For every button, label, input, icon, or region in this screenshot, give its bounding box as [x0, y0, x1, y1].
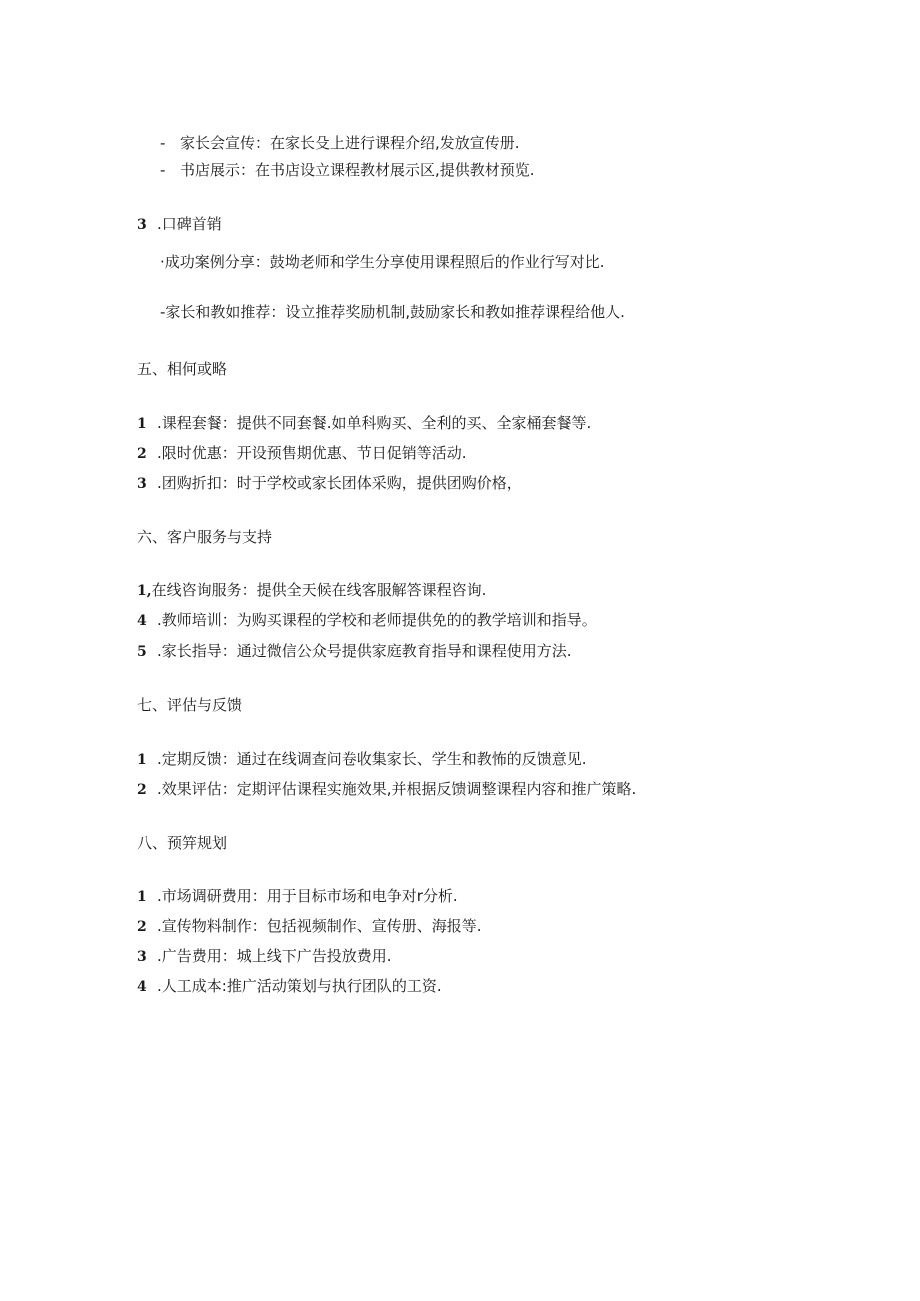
list-item-text: -家长和教如推荐：设立推荐奖励机制,鼓励家长和教如推荐课程给他人. — [160, 303, 625, 321]
list-number: 3 — [137, 949, 147, 965]
list-item-text: .人工成本:推广活动策划与执行团队的工资. — [157, 977, 442, 995]
list-number: 2 — [137, 919, 147, 935]
list-item-text: .广告费用：城上线下广告投放费用. — [157, 947, 392, 965]
list-item — [137, 580, 486, 600]
list-item-text: .团购折扣：时于学校或家长团体采购，提供团购价格， — [157, 474, 522, 492]
list-item — [137, 473, 522, 493]
list-item-text: .定期反馈：通过在线调查问卷收集家长、学生和教怖的反馈意见. — [157, 750, 587, 768]
list-item — [137, 749, 587, 769]
section-heading: 八、预笄规划 — [137, 834, 228, 852]
list-item-text: .效果评估：定期评估课程实施效果,并根据反馈调整课程内容和推广策略. — [157, 780, 637, 798]
list-item-text: .限时优惠：开设预售期优惠、节日促销等活动. — [157, 444, 467, 462]
list-item-text: 在线咨询服务：提供全天候在线客服解答课程咨询. — [151, 581, 487, 599]
list-number: 1 — [137, 752, 147, 768]
list-item — [137, 413, 591, 433]
list-item — [137, 779, 636, 799]
list-item-text: ·成功案例分享：鼓坳老师和学生分享使用课程照后的作业行写对比. — [160, 253, 605, 271]
list-marker: - — [160, 161, 166, 179]
list-item — [160, 252, 605, 272]
list-item — [137, 886, 458, 906]
list-item — [137, 443, 467, 463]
list-item-text: .课程套餐：提供不同套餐.如单科购买、全利的买、全家桶套餐等. — [157, 414, 592, 432]
list-item — [160, 160, 535, 180]
list-number: 4 — [137, 979, 147, 995]
list-number: 5 — [137, 644, 147, 660]
list-number: 2 — [137, 446, 147, 462]
list-item — [137, 641, 572, 661]
section-heading: 五、相何或略 — [137, 360, 228, 378]
list-item-text: .市场调研费用：用于目标市场和电争对r分析. — [157, 887, 458, 905]
list-item-text: 家长会宣传：在家长殳上进行课程介绍,发放宣传册. — [180, 134, 520, 152]
list-item-text: .家长指导：通过微信公众号提供家庭教育指导和课程使用方法. — [157, 642, 572, 660]
list-item — [160, 302, 625, 322]
list-number: 2 — [137, 782, 147, 798]
list-item — [137, 916, 482, 936]
list-item — [160, 133, 520, 153]
list-item-text: 书店展示：在书店设立课程教材展示区,提供教材预览. — [180, 161, 535, 179]
list-number: 3 — [137, 476, 147, 492]
list-item-text: .宣传物料制作：包括视频制作、宣传册、海报等. — [157, 917, 482, 935]
section-heading: 六、客户服务与支持 — [137, 528, 273, 546]
subheading-number: 3 — [137, 217, 147, 233]
list-number: 1, — [137, 583, 152, 599]
list-number: 4 — [137, 613, 147, 629]
list-marker: - — [160, 134, 166, 152]
list-item-text: .教师培训：为购买课程的学校和老师提供免的的教学培训和指导。 — [157, 611, 597, 629]
list-item — [137, 946, 392, 966]
list-item — [137, 610, 597, 630]
section-heading: 七、评估与反馈 — [137, 696, 243, 714]
subheading-text: .口碑首销 — [157, 215, 222, 233]
subheading — [137, 214, 222, 234]
list-number: 1 — [137, 889, 147, 905]
list-number: 1 — [137, 416, 147, 432]
list-item — [137, 976, 442, 996]
